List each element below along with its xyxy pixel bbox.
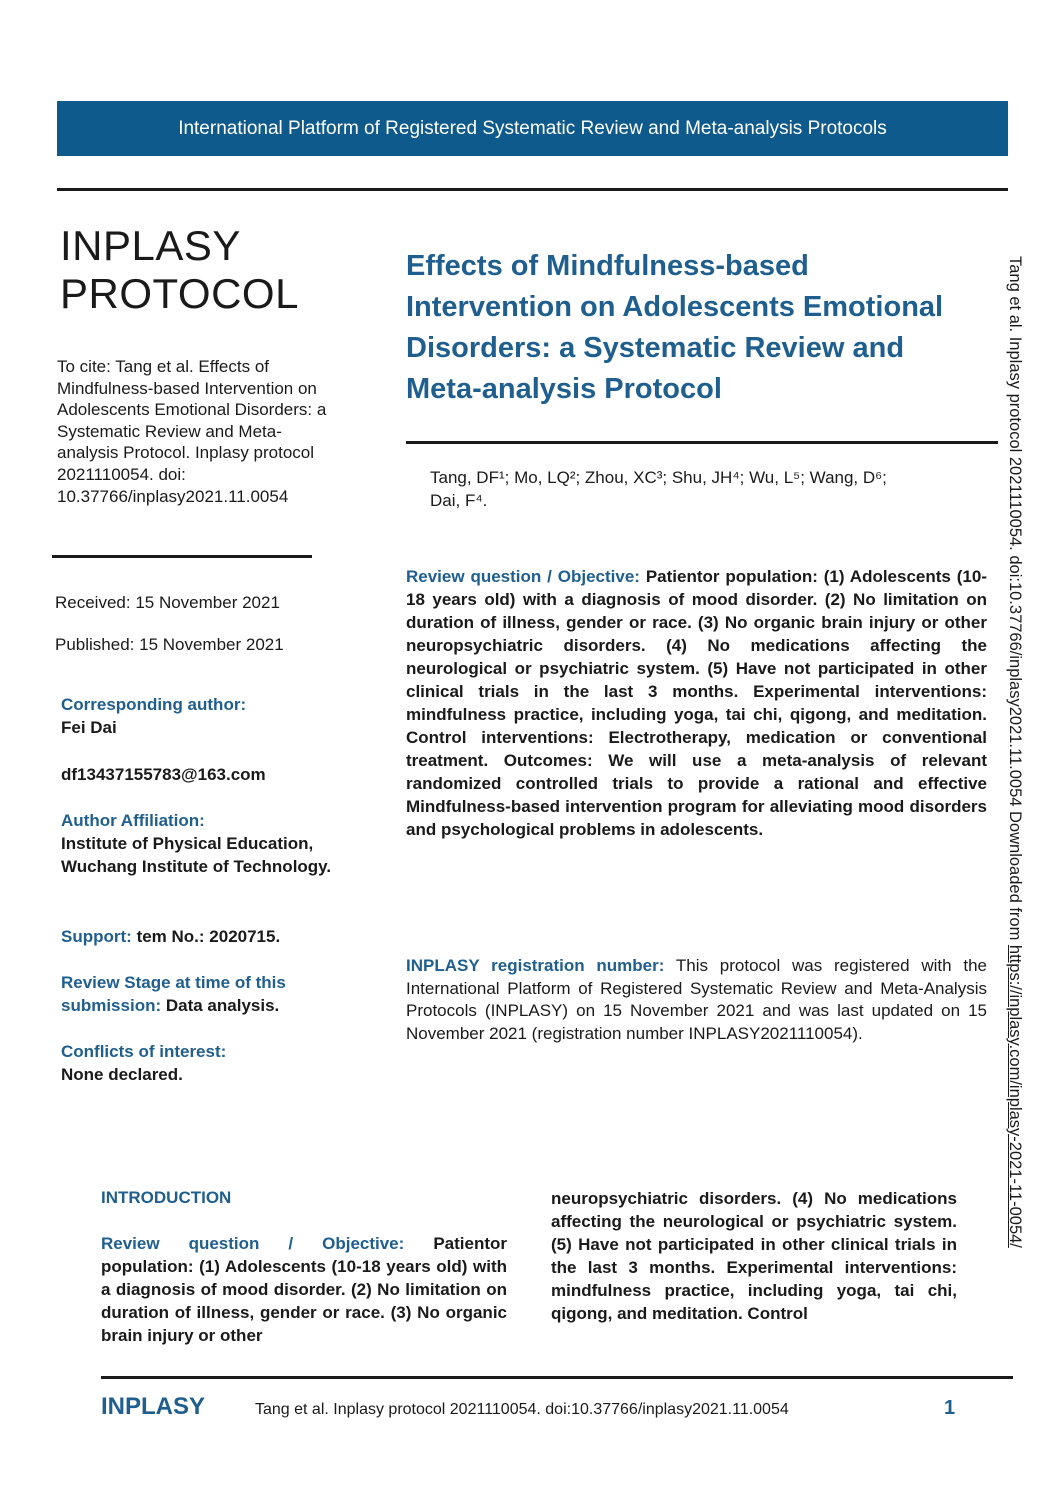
abstract-objective bbox=[406, 565, 987, 841]
intro-left-text: Patientor population: (1) Adolescents (10-18 years old) with a diagnosis of mood disorder. (2) No limitation on duration of illness, gender or race. (3) No organic brain injury or other bbox=[101, 1234, 507, 1345]
stage-label: Review Stage at time of this submission: bbox=[61, 973, 286, 1015]
received-date: Received: 15 November 2021 bbox=[55, 593, 280, 612]
support-text: tem No.: 2020715. bbox=[136, 927, 281, 946]
support-label: Support: bbox=[61, 927, 132, 946]
doc-type-line2: PROTOCOL bbox=[60, 270, 299, 317]
corresponding-label: Corresponding author: bbox=[61, 695, 247, 714]
page-number: 1 bbox=[944, 1397, 956, 1419]
banner-text: International Platform of Registered Systematic Review and Meta-analysis Protocols bbox=[178, 117, 887, 139]
introduction-left-column bbox=[101, 1232, 507, 1347]
doc-type-line1: INPLASY bbox=[60, 222, 241, 269]
email-text[interactable]: df13437155783@163.com bbox=[61, 765, 266, 784]
stage-text: Data analysis. bbox=[165, 996, 280, 1015]
objective-label: Review question / Objective: bbox=[406, 567, 640, 586]
title-rule bbox=[406, 441, 998, 444]
support bbox=[61, 925, 346, 948]
authors-line2: Dai, F⁴. bbox=[430, 491, 488, 510]
vertical-citation-text: Tang et al. Inplasy protocol 2021110054. doi:10.37766/inplasy2021.11.0054 Downloaded from bbox=[1006, 256, 1024, 945]
published-date: Published: 15 November 2021 bbox=[55, 635, 284, 654]
author-affiliation bbox=[61, 809, 346, 878]
top-rule bbox=[57, 188, 1008, 191]
conflicts bbox=[61, 1040, 346, 1086]
conflicts-text: None declared. bbox=[61, 1065, 183, 1084]
introduction-right-column: neuropsychiatric disorders. (4) No medications affecting the neurological or psychiatric system. (5) Have not participated in other clinical trials in the last 3 months. Experimental interventions: mindfulness practice, including yoga, tai chi, qigong, and meditation. Control bbox=[551, 1189, 957, 1323]
registration-label: INPLASY registration number: bbox=[406, 956, 665, 975]
document-type bbox=[60, 222, 360, 318]
corresponding-author bbox=[61, 693, 346, 739]
footer-rule bbox=[101, 1376, 1013, 1379]
paper-title: Effects of Mindfulness-based Intervention on Adolescents Emotional Disorders: a Systematic Review and Meta-analysis Protocol bbox=[406, 250, 944, 405]
journal-banner bbox=[57, 101, 1008, 156]
objective-text: Patientor population: (1) Adolescents (10-18 years old) with a diagnosis of mood disorder. (2) No limitation on duration of illness, gender or race. (3) No organic brain injury or other neuropsychiatric disorders. (4) No medications affecting the neurological or psychiatric system. (5) Have not participated in other clinical trials in the last 3 months. Experimental interventions: mindfulness practice, including yoga, tai chi, qigong, and meditation. Control interventions: Electrotherapy, medication or conventional treatment. Outcomes: We will use a meta-analysis of relevant randomized controlled trials to provide a rational and effective Mindfulness-based intervention program for alleviating mood disorders and psychological problems in adolescents. bbox=[406, 567, 987, 839]
cite-rule bbox=[52, 555, 312, 558]
conflicts-label: Conflicts of interest: bbox=[61, 1042, 227, 1061]
author-email bbox=[61, 763, 346, 786]
authors-line1: Tang, DF¹; Mo, LQ²; Zhou, XC³; Shu, JH⁴; Wu, L⁵; Wang, D⁶; bbox=[430, 468, 887, 487]
download-link[interactable]: https://inplasy.com/inplasy-2021-11-0054/ bbox=[1006, 944, 1024, 1248]
intro-objective-label: Review question / Objective: bbox=[101, 1234, 405, 1253]
introduction-heading: INTRODUCTION bbox=[101, 1188, 232, 1207]
author-list bbox=[430, 466, 990, 512]
affiliation-text: Institute of Physical Education, Wuchang Institute of Technology. bbox=[61, 834, 332, 876]
registration-text: This protocol was registered with the International Platform of Registered Systematic Review and Meta-Analysis Protocols (INPLASY) on 15 November 2021 and was last updated on 15 November 2021 (registration number INPLASY2021110054). bbox=[406, 956, 987, 1043]
footer-brand: INPLASY bbox=[101, 1393, 206, 1420]
corresponding-name: Fei Dai bbox=[61, 718, 117, 737]
review-stage bbox=[61, 971, 346, 1017]
cite-block: To cite: Tang et al. Effects of Mindfulness-based Intervention on Adolescents Emotional Disorders: a Systematic Review and Meta-analysis Protocol. Inplasy protocol 2021110054. doi: 10.37766/inplasy2021.11.0054 bbox=[57, 357, 327, 506]
registration-info bbox=[406, 955, 987, 1045]
vertical-citation bbox=[1005, 256, 1025, 1386]
footer-citation: Tang et al. Inplasy protocol 2021110054. doi:10.37766/inplasy2021.11.0054 bbox=[255, 1401, 789, 1418]
affiliation-label: Author Affiliation: bbox=[61, 811, 205, 830]
